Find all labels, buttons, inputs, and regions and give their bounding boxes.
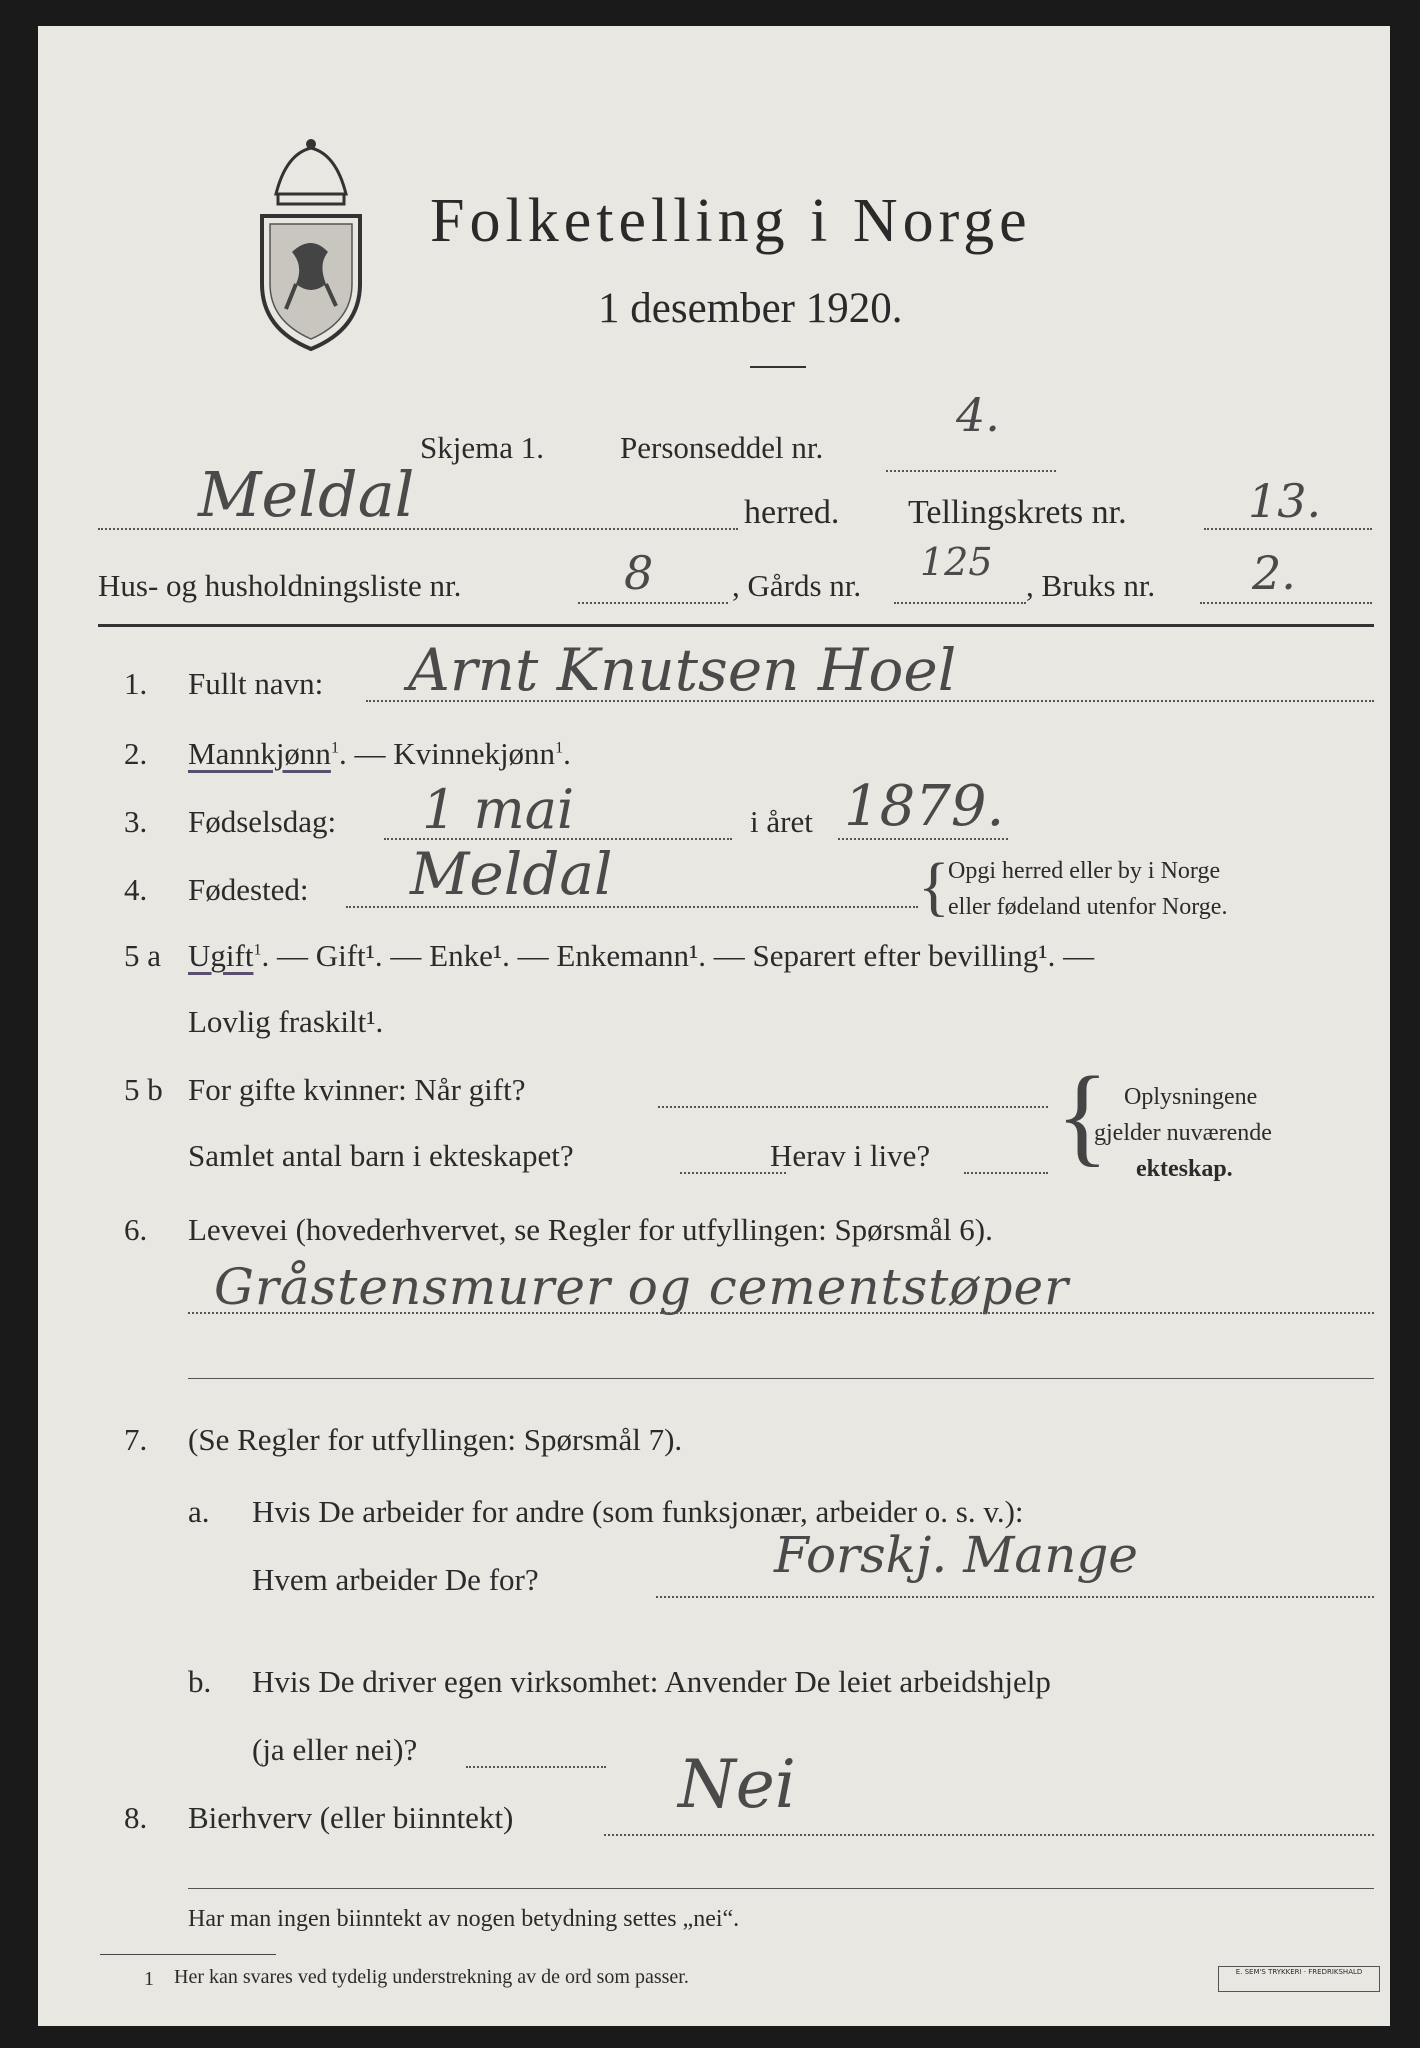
- q5a-options: Ugift$^1$. — Gift¹. — Enke¹. — Enkemann¹. — Separert efter bevilling¹. —: [188, 938, 1095, 973]
- q3-label: Fødselsdag:: [188, 804, 337, 839]
- q7b-label: Hvis De driver egen virksomhet: Anvender De leiet arbeidshjelp: [252, 1664, 1051, 1699]
- q7-number: 7.: [124, 1422, 148, 1457]
- printer-mark: E. SEM'S TRYKKERI · FREDRIKSHALD: [1218, 1966, 1380, 1992]
- hus-line: [578, 602, 728, 604]
- bruks-line: [1200, 602, 1372, 604]
- footnote-text: Her kan svares ved tydelig understrekning av de ord som passer.: [174, 1966, 689, 1988]
- q6-line1: [188, 1312, 1374, 1314]
- gards-line: [894, 602, 1026, 604]
- coat-of-arms-icon: [256, 134, 366, 354]
- footnote-mark: 1: [144, 1968, 154, 1990]
- page-title: Folketelling i Norge: [430, 187, 1032, 255]
- q6-line2: [188, 1378, 1374, 1379]
- q5a-number: 5 a: [124, 938, 162, 973]
- q7b-line2: (ja eller nei)?: [252, 1732, 418, 1767]
- q8-number: 8.: [124, 1800, 148, 1835]
- q3-number: 3.: [124, 804, 148, 839]
- q7a-line2: Hvem arbeider De for?: [252, 1562, 539, 1597]
- personseddel-label: Personseddel nr.: [620, 430, 824, 465]
- q1-label: Fullt navn:: [188, 666, 324, 701]
- herred-label: herred.: [744, 494, 840, 531]
- personseddel-value: 4.: [956, 388, 1000, 442]
- q7-label: (Se Regler for utfyllingen: Spørsmål 7).: [188, 1422, 683, 1457]
- q5b-number: 5 b: [124, 1072, 163, 1107]
- bruks-value: 2.: [1252, 546, 1296, 600]
- q6-number: 6.: [124, 1212, 148, 1247]
- q2-options: Mannkjønn$^1$. — Kvinnekjønn$^1$.: [188, 736, 571, 771]
- q5b-note-line2: gjelder nuværende: [1094, 1120, 1272, 1146]
- q7a-line: [656, 1596, 1374, 1598]
- q5b-label: For gifte kvinner: Når gift?: [188, 1072, 526, 1107]
- personseddel-line: [886, 470, 1056, 472]
- q5b-barn-label: Samlet antal barn i ekteskapet?: [188, 1138, 574, 1173]
- q5b-gift-line: [658, 1106, 1048, 1108]
- q4-number: 4.: [124, 872, 148, 907]
- header-rule: [98, 624, 1374, 627]
- title-rule: [750, 366, 806, 368]
- q5b-live-line: [964, 1172, 1048, 1174]
- q2-separator: —: [354, 736, 394, 771]
- q4-label: Fødested:: [188, 872, 309, 907]
- skjema-label: Skjema 1.: [420, 430, 544, 465]
- q5b-brace: {: [1056, 1054, 1109, 1176]
- bruks-label: , Bruks nr.: [1026, 568, 1156, 603]
- q1-value: Arnt Knutsen Hoel: [408, 636, 957, 704]
- q4-note-line1: Opgi herred eller by i Norge: [948, 858, 1221, 884]
- q3-year-value: 1879.: [844, 774, 1005, 839]
- gards-label: , Gårds nr.: [732, 568, 862, 603]
- herred-value: Meldal: [198, 458, 415, 531]
- q2-number: 2.: [124, 736, 148, 771]
- q8-line: [604, 1834, 1374, 1836]
- tellingskrets-line: [1204, 528, 1372, 530]
- page-date: 1 desember 1920.: [598, 285, 903, 332]
- q5b-live-label: Herav i live?: [770, 1138, 931, 1173]
- q8-value: Nei: [678, 1746, 796, 1823]
- tellingskrets-value: 13.: [1248, 474, 1322, 528]
- q5a-ugift-option: Ugift: [188, 938, 254, 973]
- tellingskrets-label: Tellingskrets nr.: [908, 494, 1127, 531]
- q8-line2: [188, 1888, 1374, 1889]
- footnote-rule: [100, 1954, 276, 1955]
- q7a-label: Hvis De arbeider for andre (som funksjonær, arbeider o. s. v.):: [252, 1494, 1024, 1529]
- herred-line: [98, 528, 738, 530]
- q7a-letter: a.: [188, 1494, 210, 1529]
- q4-note-line2: eller fødeland utenfor Norge.: [948, 894, 1228, 920]
- hus-label: Hus- og husholdningsliste nr.: [98, 568, 462, 603]
- q7b-letter: b.: [188, 1664, 212, 1699]
- q6-value: Gråstensmurer og cementstøper: [214, 1258, 1070, 1316]
- q3-year-label: i året: [750, 804, 813, 839]
- hus-value: 8: [624, 546, 654, 600]
- q1-number: 1.: [124, 666, 148, 701]
- q5b-note-line1: Oplysningene: [1124, 1084, 1258, 1110]
- q4-value: Meldal: [410, 840, 613, 908]
- q5a-line2: Lovlig fraskilt¹.: [188, 1004, 384, 1039]
- q3-value: 1 mai: [422, 778, 575, 841]
- q5a-other-options: . — Gift¹. — Enke¹. — Enkemann¹. — Separert efter bevilling¹. —: [261, 938, 1095, 973]
- q5b-note-line3: ekteskap.: [1136, 1156, 1233, 1182]
- q2-male-option: Mannkjønn: [188, 736, 331, 771]
- q2-female-option: Kvinnekjønn: [393, 736, 556, 771]
- nei-note: Har man ingen biinntekt av nogen betydning settes „nei“.: [188, 1906, 740, 1932]
- q7b-line: [466, 1766, 606, 1768]
- gards-value: 125: [920, 540, 993, 584]
- census-form-page: [38, 26, 1390, 2026]
- q4-brace: {: [918, 850, 950, 923]
- q8-label: Bierhverv (eller biinntekt): [188, 1800, 514, 1835]
- q6-label: Levevei (hovederhvervet, se Regler for utfyllingen: Spørsmål 6).: [188, 1212, 993, 1247]
- q7a-value: Forskj. Mange: [774, 1526, 1139, 1584]
